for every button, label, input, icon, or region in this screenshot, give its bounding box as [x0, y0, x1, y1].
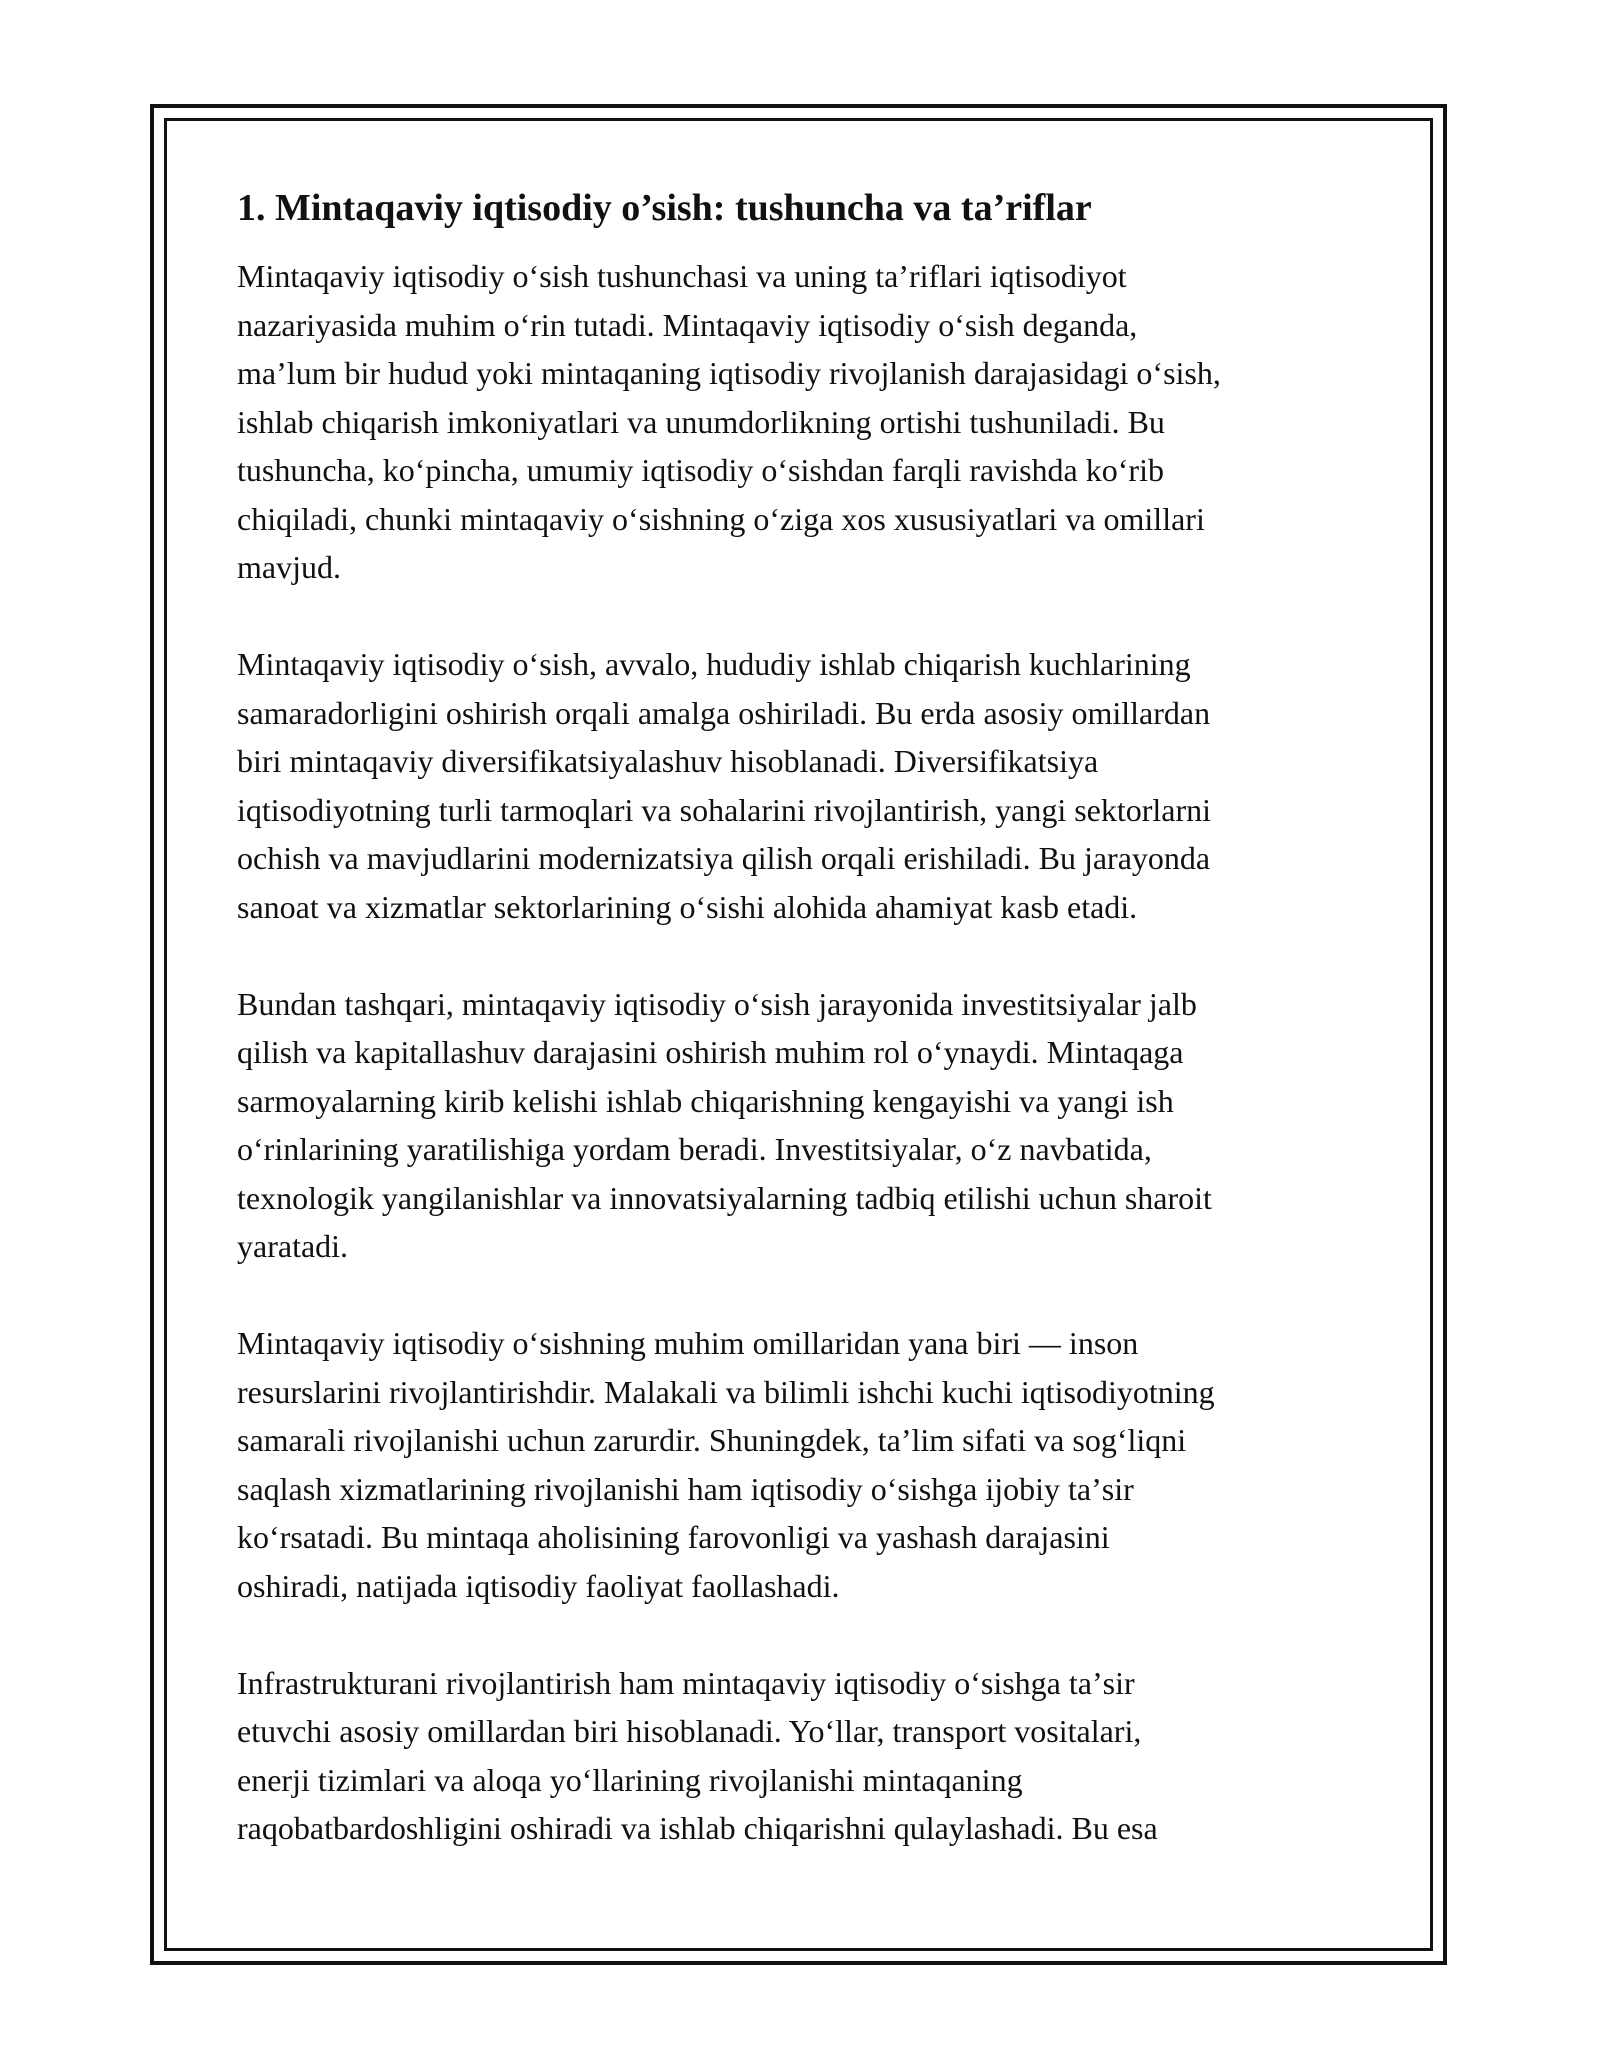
- paragraph-line: sarmoyalarning kirib kelishi ishlab chiqarishning kengayishi va yangi ish: [237, 1082, 1174, 1119]
- paragraph-line: Bundan tashqari, mintaqaviy iqtisodiy oʻsish jarayonida investitsiyalar jalb: [237, 985, 1197, 1022]
- paragraph-line: Mintaqaviy iqtisodiy oʻsish, avvalo, hududiy ishlab chiqarish kuchlarining: [237, 646, 1191, 682]
- document-body: [237, 184, 1367, 1901]
- paragraph-line: oshiradi, natijada iqtisodiy faoliyat faollashadi.: [237, 1567, 840, 1604]
- paragraph-1: [237, 252, 1367, 592]
- paragraph-line: yaratadi.: [237, 1228, 349, 1264]
- paragraph-3: [237, 980, 1367, 1271]
- paragraph-line: iqtisodiyotning turli tarmoqlari va sohalarini rivojlantirish, yangi sektorlarni: [237, 791, 1212, 828]
- paragraph-line: qilish va kapitallashuv darajasini oshirish muhim rol oʻynaydi. Mintaqaga: [237, 1034, 1184, 1070]
- paragraph-line: enerji tizimlari va aloqa yoʻllarining rivojlanishi mintaqaning: [237, 1761, 1023, 1798]
- paragraph-line: samaradorligini oshirish orqali amalga oshiriladi. Bu erda asosiy omillardan: [237, 694, 1211, 731]
- paragraph-line: nazariyasida muhim oʻrin tutadi. Mintaqaviy iqtisodiy oʻsish deganda,: [237, 306, 1138, 343]
- paragraph-line: koʻrsatadi. Bu mintaqa aholisining farovonligi va yashash darajasini: [237, 1519, 1110, 1555]
- paragraph-line: chiqiladi, chunki mintaqaviy oʻsishning oʻziga xos xususiyatlari va omillari: [237, 500, 1205, 537]
- paragraph-line: maʼlum bir hudud yoki mintaqaning iqtisodiy rivojlanish darajasidagi oʻsish,: [237, 355, 1221, 391]
- paragraph-5: [237, 1659, 1367, 1853]
- paragraph-line: etuvchi asosiy omillardan biri hisoblanadi. Yoʻllar, transport vositalari,: [237, 1713, 1142, 1749]
- paragraph-line: Infrastrukturani rivojlantirish ham mintaqaviy iqtisodiy oʻsishga taʼsir: [237, 1664, 1135, 1701]
- paragraph-line: samarali rivojlanishi uchun zarurdir. Shuningdek, taʼlim sifati va sogʻliqni: [237, 1422, 1187, 1458]
- section-title: 1. Mintaqaviy iqtisodiy o’sish: tushuncha va ta’riflar: [237, 187, 1092, 229]
- paragraph-line: ishlab chiqarish imkoniyatlari va unumdorlikning ortishi tushuniladi. Bu: [237, 403, 1165, 440]
- paragraph-line: mavjud.: [237, 549, 341, 585]
- paragraph-line: texnologik yangilanishlar va innovatsiyalarning tadbiq etilishi uchun sharoit: [237, 1179, 1212, 1216]
- paragraph-line: Mintaqaviy iqtisodiy oʻsishning muhim omillaridan yana biri — inson: [237, 1325, 1139, 1361]
- paragraph-line: oʻrinlarining yaratilishiga yordam beradi. Investitsiyalar, oʻz navbatida,: [237, 1131, 1152, 1167]
- paragraph-line: tushuncha, koʻpincha, umumiy iqtisodiy oʻsishdan farqli ravishda koʻrib: [237, 452, 1164, 488]
- paragraph-line: raqobatbardoshligini oshiradi va ishlab chiqarishni qulaylashadi. Bu esa: [237, 1810, 1158, 1846]
- paragraph-4: [237, 1319, 1367, 1610]
- paragraph-line: ochish va mavjudlarini modernizatsiya qilish orqali erishiladi. Bu jarayonda: [237, 840, 1211, 876]
- paragraph-line: sanoat va xizmatlar sektorlarining oʻsishi alohida ahamiyat kasb etadi.: [237, 888, 1138, 925]
- paragraph-2: [237, 640, 1367, 931]
- paragraph-line: resurslarini rivojlantirishdir. Malakali va bilimli ishchi kuchi iqtisodiyotning: [237, 1373, 1215, 1410]
- paragraph-line: saqlash xizmatlarining rivojlanishi ham iqtisodiy oʻsishga ijobiy taʼsir: [237, 1470, 1134, 1507]
- paragraph-line: biri mintaqaviy diversifikatsiyalashuv hisoblanadi. Diversifikatsiya: [237, 743, 1099, 779]
- paragraph-line: Mintaqaviy iqtisodiy oʻsish tushunchasi va uning taʼriflari iqtisodiyot: [237, 258, 1127, 294]
